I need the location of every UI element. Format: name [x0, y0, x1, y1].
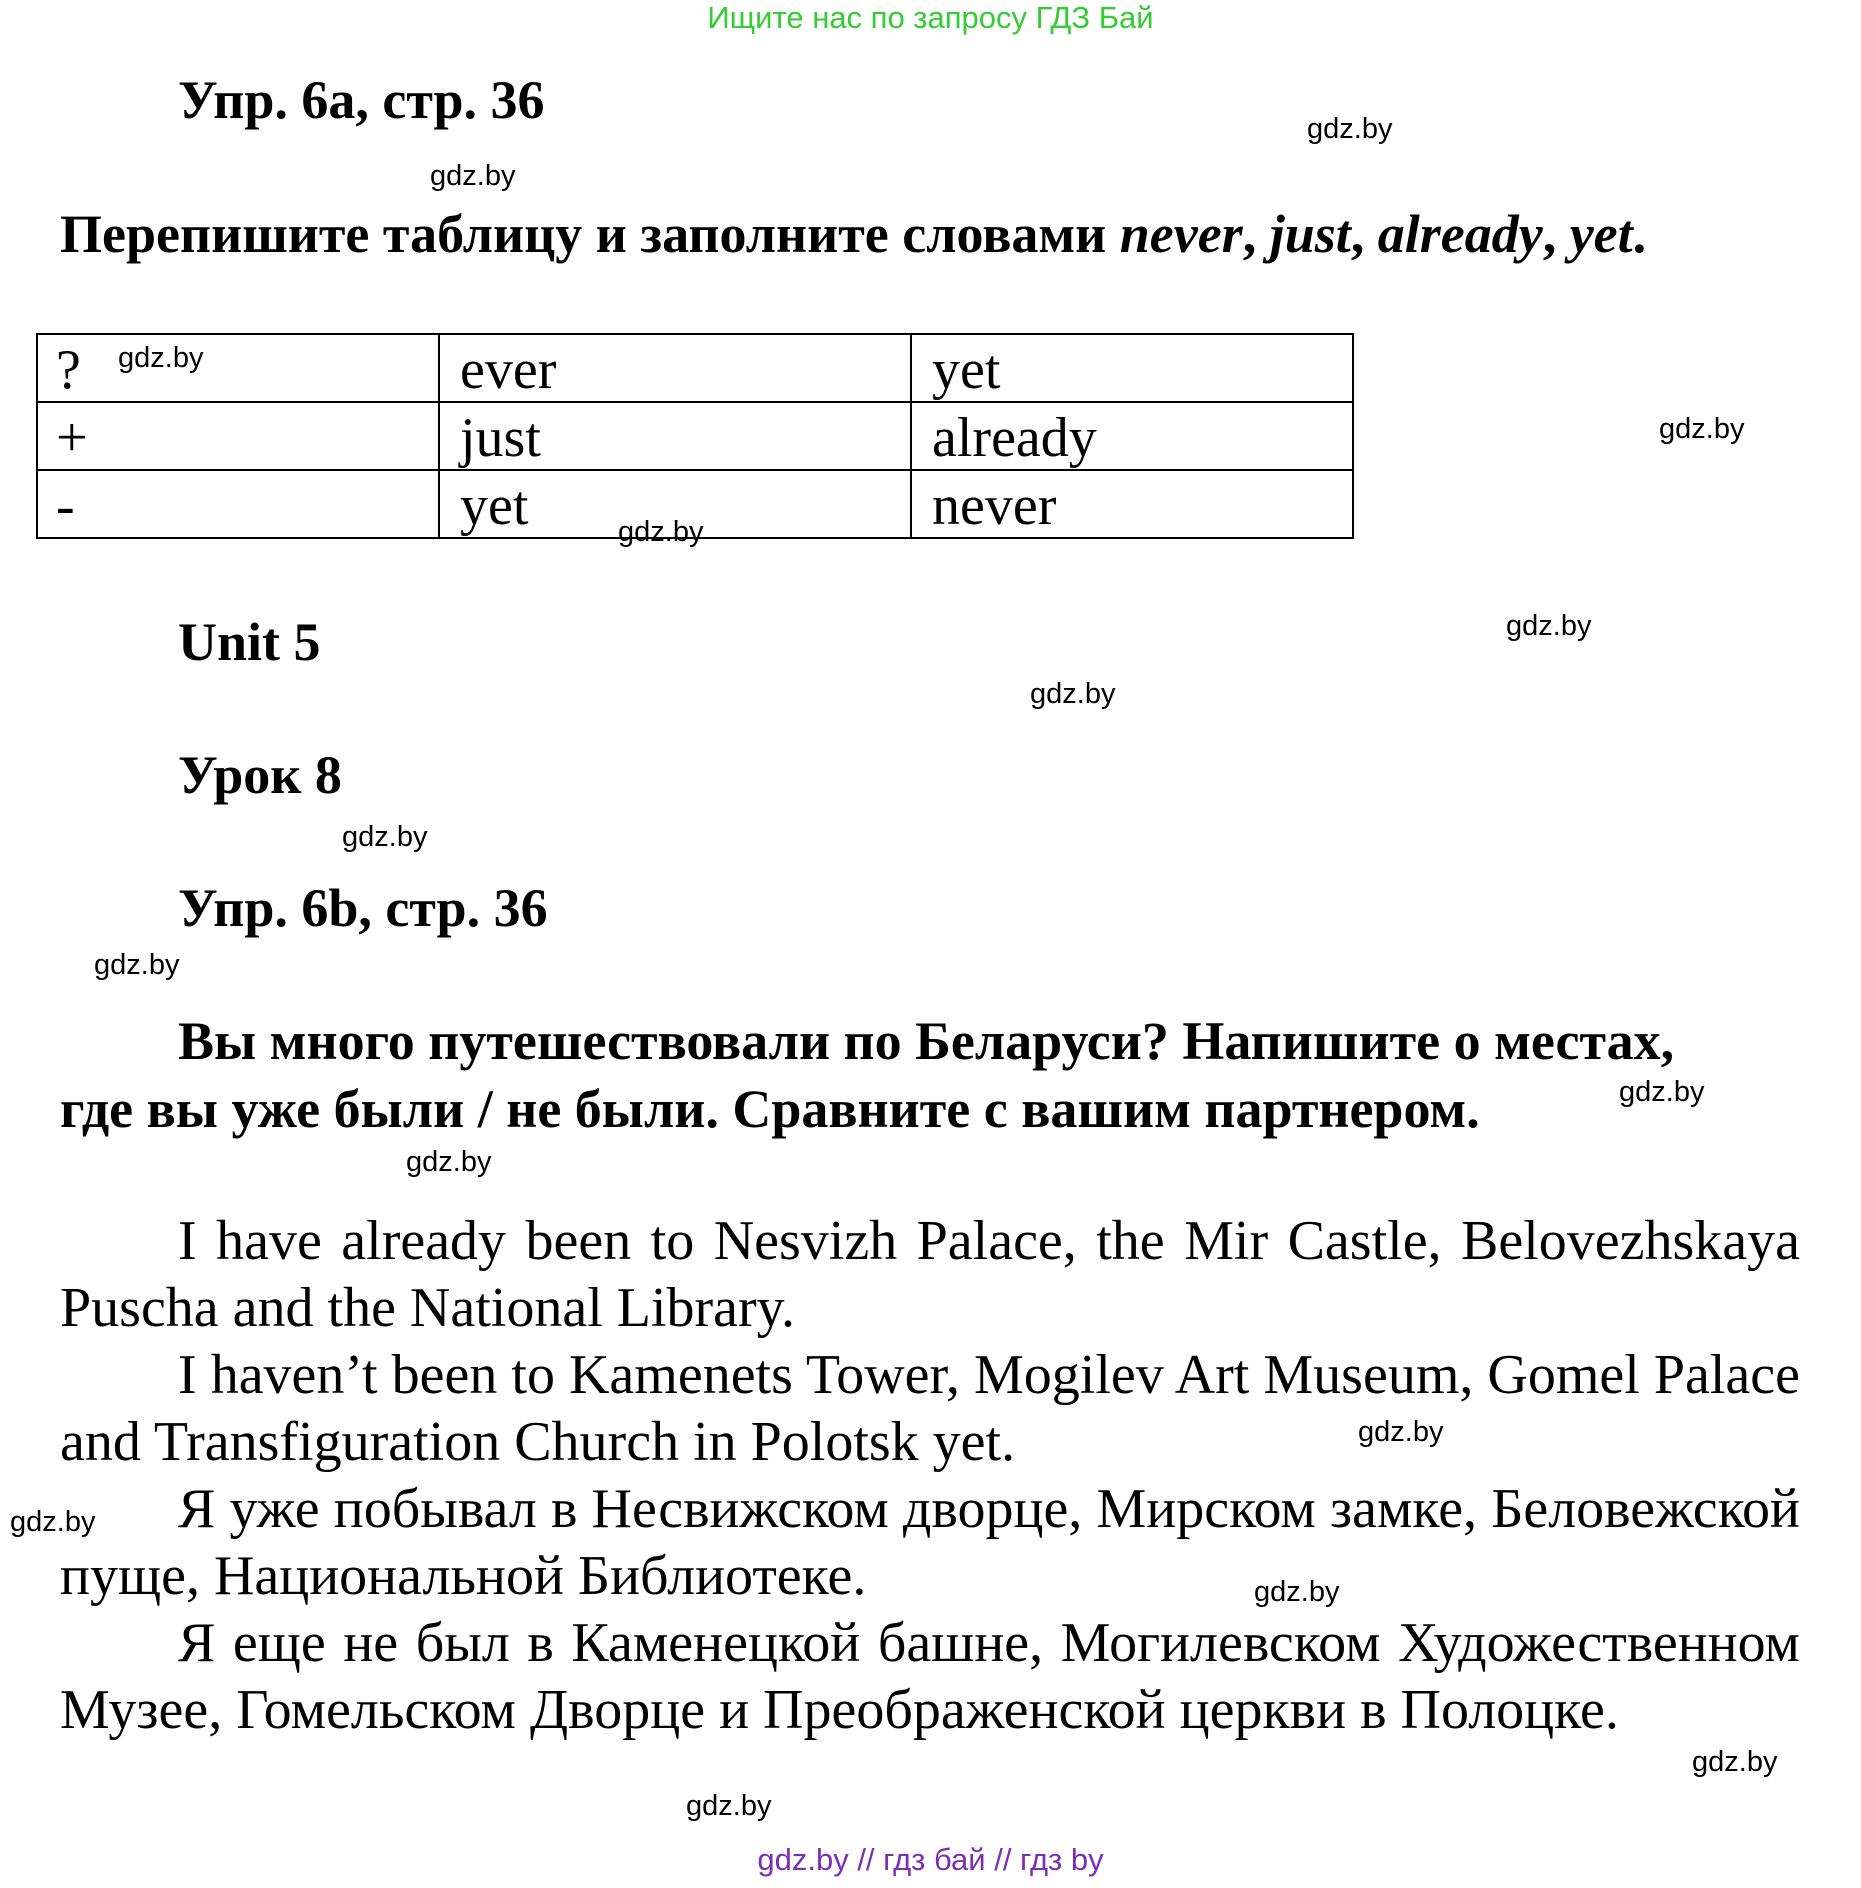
- words-table: [36, 333, 1354, 539]
- bottom-banner: gdz.by // гдз бай // гдз by: [757, 1842, 1104, 1877]
- exercise-a-instruction: [60, 202, 1646, 266]
- watermark: gdz.by: [430, 160, 516, 192]
- table-cell: already: [911, 402, 1353, 470]
- answer-paragraph: I have already been to Nesvizh Palace, the Mir Castle, Belovezhskaya Puscha and the National Library.: [60, 1210, 1800, 1339]
- watermark: gdz.by: [10, 1506, 96, 1538]
- table-cell: -: [37, 470, 439, 538]
- answer-paragraph: Я уже побывал в Несвижском дворце, Мирском замке, Беловежской пуще, Национальной Библиотеке.: [60, 1478, 1800, 1607]
- watermark: gdz.by: [1619, 1076, 1705, 1108]
- separator: ,: [1242, 204, 1270, 264]
- watermark: gdz.by: [342, 821, 428, 853]
- table-row: [37, 402, 1353, 470]
- word-never: never: [1119, 204, 1243, 264]
- unit-title: Unit 5: [178, 612, 321, 672]
- separator: ,: [1350, 204, 1378, 264]
- watermark: gdz.by: [1307, 113, 1393, 145]
- table-cell: yet: [439, 470, 911, 538]
- watermark: gdz.by: [118, 342, 204, 374]
- table-cell: +: [37, 402, 439, 470]
- watermark: gdz.by: [1254, 1576, 1340, 1608]
- word-already: already: [1377, 204, 1543, 264]
- separator: ,: [1542, 204, 1570, 264]
- watermark: gdz.by: [1692, 1746, 1778, 1778]
- table-cell: ?: [37, 334, 439, 402]
- exercise-b-instruction-line1: Вы много путешествовали по Беларуси? Напишите о местах,: [178, 1011, 1675, 1071]
- watermark: gdz.by: [94, 949, 180, 981]
- word-yet: yet: [1569, 204, 1633, 264]
- watermark: gdz.by: [1358, 1416, 1444, 1448]
- lesson-title: Урок 8: [178, 745, 342, 805]
- watermark: gdz.by: [618, 516, 704, 548]
- instruction-end: .: [1632, 204, 1647, 264]
- table-cell: just: [439, 402, 911, 470]
- watermark: gdz.by: [686, 1790, 772, 1822]
- watermark: gdz.by: [406, 1146, 492, 1178]
- table-row: [37, 334, 1353, 402]
- exercise-b-title: Упр. 6b, стр. 36: [178, 878, 548, 938]
- answer-paragraph: Я еще не был в Каменецкой башне, Могилевском Художественном Музее, Гомельском Дворце и Преображенской церкви в Полоцке.: [60, 1612, 1800, 1741]
- exercise-a-title: Упр. 6а, стр. 36: [178, 70, 545, 130]
- table-cell: ever: [439, 334, 911, 402]
- table-cell: never: [911, 470, 1353, 538]
- instruction-text: Перепишите таблицу и заполните словами: [60, 204, 1120, 264]
- exercise-b-instruction-line2: где вы уже были / не были. Сравните с вашим партнером.: [60, 1079, 1480, 1139]
- watermark: gdz.by: [1659, 413, 1745, 445]
- watermark: gdz.by: [1030, 678, 1116, 710]
- answer-paragraph: I haven’t been to Kamenets Tower, Mogilev Art Museum, Gomel Palace and Transfiguration Church in Polotsk yet.: [60, 1344, 1800, 1473]
- top-banner: Ищите нас по запросу ГДЗ Бай: [707, 0, 1154, 35]
- word-just: just: [1269, 204, 1351, 264]
- watermark: gdz.by: [1506, 610, 1592, 642]
- table-cell: yet: [911, 334, 1353, 402]
